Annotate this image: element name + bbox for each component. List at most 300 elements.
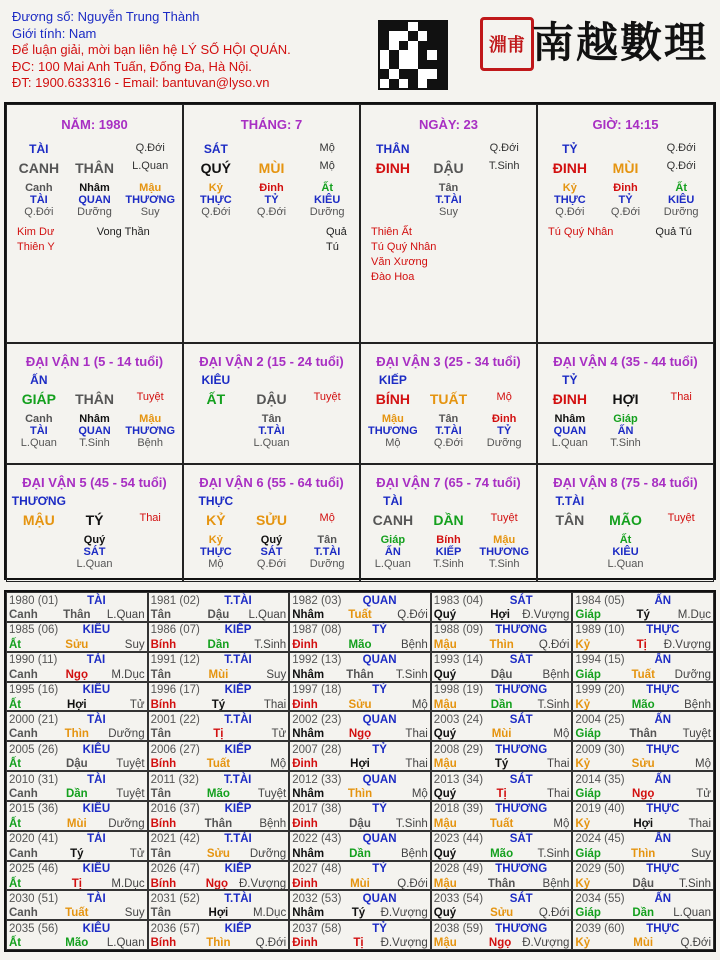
year-stem: Ất	[9, 698, 22, 711]
year-branch: Ngọ	[488, 937, 512, 950]
year-stem: Ất	[9, 817, 22, 830]
spacer	[598, 373, 654, 387]
note: Quả Tú	[326, 226, 347, 253]
hidden-star	[542, 546, 598, 558]
pillar-title: NĂM: 1980	[61, 117, 128, 132]
year-branch: Thìn	[347, 788, 373, 800]
year-star: SÁT	[509, 833, 533, 846]
year-star: T.TÀI	[224, 713, 252, 726]
hidden-star: T.TÀI	[314, 546, 341, 558]
year-star: QUAN	[362, 773, 397, 786]
year-star: KIÊU	[82, 863, 111, 875]
spacer	[476, 494, 532, 508]
chart-grid	[4, 102, 716, 580]
qr-code-icon[interactable]	[378, 20, 448, 90]
hidden-stage: L.Quan	[551, 437, 588, 449]
hidden-stage: Dưỡng	[77, 206, 112, 218]
pillar-3	[360, 104, 537, 343]
year-star: THỰC	[646, 803, 680, 816]
year-stem: Giáp	[575, 609, 601, 621]
stem-branch: MÙI	[258, 160, 285, 176]
year-stage: Đ.Vượng	[239, 877, 287, 890]
dai-van-title: ĐẠI VẬN 7 (65 - 74 tuổi)	[376, 475, 521, 490]
stem-branch: Tuyệt	[490, 512, 518, 524]
year-stage: M.Dục	[111, 668, 145, 681]
hidden-stage	[542, 558, 598, 570]
hidden-star	[365, 194, 421, 206]
year-label: 2005 (26)	[9, 743, 59, 756]
year-cell	[289, 801, 431, 831]
year-stem: Nhâm	[292, 728, 325, 741]
year-cell	[148, 771, 290, 801]
hidden-star: TỶ	[497, 425, 512, 437]
year-cell	[572, 592, 714, 622]
year-cell	[572, 652, 714, 682]
spacer	[421, 142, 477, 156]
year-branch: Tị	[636, 638, 647, 651]
year-stage: Mộ	[695, 758, 711, 771]
hidden-stage: T.Sinh	[79, 437, 110, 449]
stage-label: Q.Đới	[666, 142, 696, 154]
spacer	[67, 373, 123, 387]
dai-van-title: ĐẠI VẬN 5 (45 - 54 tuổi)	[22, 475, 167, 490]
year-branch: Ngọ	[348, 728, 372, 741]
dai-van-5	[6, 464, 183, 582]
contact-line: Để luận giải, mời bạn liên hệ LÝ SỐ HỘI QUÁN.	[12, 42, 291, 57]
stem-branch: DẬU	[256, 391, 287, 407]
stem-branch: ĐINH	[552, 391, 587, 407]
stem-branch: TÝ	[85, 512, 104, 528]
year-stage: Tuyệt	[257, 788, 287, 800]
year-label: 1987 (08)	[292, 624, 342, 637]
year-star: KIÊU	[82, 803, 111, 816]
year-branch: Thìn	[64, 728, 89, 741]
year-star: KIẾP	[224, 743, 252, 756]
year-cell	[6, 801, 148, 831]
year-star: T.TÀI	[224, 892, 252, 905]
year-stem: Tân	[150, 668, 172, 681]
year-branch: Tị	[71, 877, 82, 890]
year-label: 2014 (35)	[575, 773, 625, 786]
year-stem: Giáp	[575, 907, 601, 920]
year-label: 2015 (36)	[9, 803, 59, 816]
stem-branch: DẦN	[433, 512, 464, 528]
year-star: TỶ	[372, 863, 387, 875]
year-cell	[6, 622, 148, 652]
year-stage: Bệnh	[400, 638, 428, 651]
year-stage: T.Sinh	[537, 847, 570, 860]
year-star: SÁT	[509, 892, 533, 905]
year-stage: M.Dục	[252, 907, 287, 920]
year-stem: Kỷ	[575, 937, 591, 950]
year-cell	[572, 831, 714, 861]
hidden-star	[476, 194, 532, 206]
dai-van-title: ĐẠI VẬN 6 (55 - 64 tuổi)	[199, 475, 344, 490]
hidden-stem: Ất	[619, 534, 632, 546]
year-branch: Tị	[213, 728, 224, 741]
year-stem: Bính	[150, 817, 177, 830]
year-star: TỶ	[372, 684, 387, 696]
year-label: 1984 (05)	[575, 594, 625, 607]
year-label: 2002 (23)	[292, 713, 342, 726]
year-cell	[431, 622, 573, 652]
year-branch: Mùi	[208, 668, 229, 681]
year-stage: Q.Đới	[397, 877, 428, 890]
hidden-star: ẤN	[384, 546, 401, 558]
year-cell	[289, 682, 431, 712]
pillar-title: GIỜ: 14:15	[592, 117, 659, 132]
hidden-stem: Giáp	[613, 413, 638, 425]
year-cell	[6, 741, 148, 771]
year-stage: Đ.Vượng	[522, 609, 570, 621]
year-stage: Bệnh	[684, 698, 711, 711]
year-cell	[431, 831, 573, 861]
note: Văn Xương	[371, 256, 428, 268]
year-stem: Ất	[9, 638, 22, 651]
year-branch: Tý	[494, 758, 509, 771]
year-stem: Tân	[150, 728, 172, 741]
hidden-stem: Giáp	[380, 534, 406, 546]
year-stem: Quý	[433, 847, 457, 860]
hidden-star: T.TÀI	[258, 425, 285, 437]
year-stage: Đ.Vượng	[522, 937, 570, 950]
year-label: 1983 (04)	[433, 594, 484, 607]
stem-branch: TUẤT	[429, 391, 468, 407]
year-stage: Tử	[696, 788, 711, 800]
hidden-stem: Kỷ	[562, 182, 577, 194]
hidden-stem: Quý	[260, 534, 283, 546]
year-cell	[148, 801, 290, 831]
year-stage: Dưỡng	[249, 847, 287, 860]
seal-logo: 淵甫	[480, 17, 534, 71]
year-label: 2000 (21)	[9, 713, 59, 726]
year-stem: Đinh	[292, 937, 318, 950]
year-branch: Hợi	[66, 698, 87, 711]
year-branch: Mão	[631, 698, 655, 711]
year-star: THỰC	[646, 624, 680, 637]
hidden-stage: T.Sinh	[488, 558, 520, 570]
year-stem: Giáp	[575, 847, 601, 860]
year-stage: Q.Đới	[538, 638, 570, 651]
hidden-stem: Nhâm	[79, 182, 110, 194]
year-star: QUAN	[362, 833, 397, 846]
year-branch: Sửu	[348, 698, 372, 711]
stem-branch: ĐINH	[552, 160, 587, 176]
year-star: KIÊU	[82, 684, 111, 696]
year-label: 2033 (54)	[433, 892, 484, 905]
year-star: KIÊU	[82, 624, 111, 637]
year-star: SÁT	[509, 773, 533, 786]
hidden-stage	[476, 206, 532, 218]
year-stage: Đ.Vượng	[663, 638, 711, 651]
year-star: TỶ	[372, 743, 387, 756]
dai-van-star: THƯƠNG	[11, 494, 66, 508]
year-branch: Sửu	[490, 907, 514, 920]
stem-branch: KỶ	[206, 512, 226, 528]
year-stem: Kỷ	[575, 877, 591, 890]
hidden-stem: Đinh	[259, 182, 284, 194]
stem-branch: MÙI	[612, 160, 639, 176]
dai-van-2	[183, 343, 360, 464]
year-cell	[572, 801, 714, 831]
hidden-stage	[365, 206, 421, 218]
stem-branch: ẤT	[206, 391, 226, 407]
hidden-stage: Suy	[439, 206, 458, 218]
year-cell	[289, 920, 431, 950]
year-label: 2004 (25)	[575, 713, 625, 726]
year-star: THƯƠNG	[495, 624, 548, 637]
year-stage: Suy	[124, 907, 145, 920]
year-stage: Tử	[271, 728, 287, 741]
year-stem: Mậu	[433, 817, 457, 830]
year-label: 2024 (45)	[575, 833, 625, 846]
year-label: 2030 (51)	[9, 892, 59, 905]
year-label: 1995 (16)	[9, 684, 59, 696]
year-stem: Ất	[9, 758, 22, 771]
note: Đào Hoa	[371, 271, 415, 283]
year-stage: Q.Đới	[680, 937, 711, 950]
stem-branch: BÍNH	[375, 391, 410, 407]
year-star: ẤN	[654, 773, 672, 786]
hidden-star: KIÊU	[612, 546, 639, 558]
dai-van-7	[360, 464, 537, 582]
year-stem: Tân	[150, 609, 172, 621]
year-stem: Đinh	[292, 698, 318, 711]
stage-label: Q.Đới	[489, 142, 519, 154]
hidden-star: THƯƠNG	[479, 546, 530, 558]
hidden-stage	[188, 437, 244, 449]
hidden-stem: Canh	[25, 182, 53, 194]
pillar-title: THÁNG: 7	[240, 117, 303, 132]
gender: Giới tính: Nam	[12, 25, 97, 41]
year-label: 2009 (30)	[575, 743, 625, 756]
year-label: 1988 (09)	[433, 624, 484, 637]
year-star: ẤN	[654, 654, 672, 667]
hidden-stage: Q.Đới	[24, 206, 54, 218]
dai-van-title: ĐẠI VẬN 3 (25 - 34 tuổi)	[376, 354, 521, 369]
note: Tú Quý Nhân	[371, 241, 437, 253]
dai-van-title: ĐẠI VẬN 1 (5 - 14 tuổi)	[25, 354, 164, 369]
hidden-stage: Suy	[140, 206, 160, 218]
hidden-stage: T.Sinh	[433, 558, 464, 570]
hidden-stem: Nhâm	[79, 413, 110, 425]
year-stem: Giáp	[575, 668, 601, 681]
year-label: 2023 (44)	[433, 833, 484, 846]
hidden-stage	[299, 437, 355, 449]
year-label: 2011 (32)	[150, 773, 199, 786]
year-stem: Quý	[433, 788, 457, 800]
year-cell	[148, 682, 290, 712]
note: Thiên Ất	[371, 226, 412, 238]
year-label: 2031 (52)	[150, 892, 200, 905]
year-stem: Canh	[9, 609, 38, 621]
year-label: 2026 (47)	[150, 863, 200, 875]
year-cell	[572, 890, 714, 920]
year-stem: Quý	[433, 668, 457, 681]
year-branch: Tý	[636, 609, 650, 621]
year-stage: Đ.Vượng	[380, 907, 428, 920]
year-stage: T.Sinh	[679, 877, 711, 890]
year-branch: Tý	[70, 847, 84, 860]
year-label: 1999 (20)	[575, 684, 625, 696]
year-stem: Kỷ	[575, 817, 591, 830]
year-cell	[6, 652, 148, 682]
year-branch: Dần	[490, 698, 513, 711]
year-cell	[6, 861, 148, 891]
hidden-stem: Kỷ	[208, 534, 223, 546]
hidden-star: THƯƠNG	[125, 425, 176, 437]
year-branch: Dần	[632, 907, 655, 920]
stem-branch: SỬU	[255, 512, 288, 528]
year-star: TÀI	[87, 594, 106, 607]
year-stage: Dưỡng	[674, 668, 711, 681]
year-label: 1991 (12)	[150, 654, 200, 667]
year-star: ẤN	[654, 713, 672, 726]
year-branch: Ngọ	[205, 877, 229, 890]
year-stem: Đinh	[292, 817, 318, 830]
year-cell	[431, 801, 573, 831]
year-star: TÀI	[87, 833, 106, 846]
dai-van-star: KIẾP	[378, 373, 407, 387]
year-cell	[6, 711, 148, 741]
year-star: TỶ	[372, 803, 387, 816]
hidden-stem: Tân	[438, 413, 459, 425]
year-stage: Thai	[263, 698, 287, 711]
year-label: 1980 (01)	[9, 594, 59, 607]
hidden-stage	[653, 437, 709, 449]
year-label: 2022 (43)	[292, 833, 342, 846]
stage-label: Q.Đới	[135, 142, 165, 154]
hidden-star: THƯƠNG	[125, 194, 176, 206]
hidden-stem: Ất	[675, 182, 687, 194]
stem-branch: CANH	[18, 160, 60, 176]
year-branch: Dần	[207, 638, 230, 651]
hidden-star: TỶ	[264, 194, 279, 206]
hidden-stage	[11, 558, 67, 570]
year-cell	[148, 652, 290, 682]
spacer	[122, 373, 178, 387]
year-cell	[289, 741, 431, 771]
hidden-stem	[653, 413, 709, 425]
hidden-stem: Tân	[438, 182, 459, 194]
hidden-stage: Q.Đới	[256, 558, 287, 570]
year-label: 2039 (60)	[575, 922, 625, 935]
year-branch: Dậu	[349, 817, 371, 830]
hidden-stem: Đinh	[491, 413, 517, 425]
year-stem: Bính	[150, 937, 177, 950]
year-stage: Đ.Vượng	[380, 937, 428, 950]
year-stem: Kỷ	[575, 758, 591, 771]
year-label: 2008 (29)	[433, 743, 484, 756]
stage-label: Mộ	[319, 142, 335, 154]
year-star: KIẾP	[224, 863, 252, 875]
year-branch: Ngọ	[65, 668, 88, 681]
hidden-star: ẤN	[617, 425, 634, 437]
year-star: TÀI	[87, 892, 106, 905]
year-cell	[572, 771, 714, 801]
year-cell	[289, 711, 431, 741]
year-label: 2003 (24)	[433, 713, 484, 726]
year-stage: T.Sinh	[395, 668, 428, 681]
stem-branch: Q.Đới	[666, 160, 696, 172]
year-cell	[148, 861, 290, 891]
year-stage: L.Quan	[106, 609, 145, 621]
year-branch: Sửu	[206, 847, 230, 860]
year-cell	[289, 890, 431, 920]
hidden-star: TÀI	[29, 425, 48, 437]
year-cell	[6, 831, 148, 861]
yearly-table	[4, 590, 716, 952]
year-stem: Mậu	[433, 937, 457, 950]
dai-van-1	[6, 343, 183, 464]
hidden-stem: Mậu	[139, 413, 162, 425]
hidden-stem: Bính	[436, 534, 461, 546]
spacer	[67, 494, 123, 508]
year-stage: Tuyệt	[682, 728, 711, 741]
year-branch: Thân	[204, 817, 233, 830]
year-star: THƯƠNG	[495, 743, 548, 756]
year-label: 2017 (38)	[292, 803, 342, 816]
year-cell	[431, 711, 573, 741]
year-branch: Tuất	[348, 609, 372, 621]
stem-branch: Thai	[670, 391, 692, 403]
stem-branch: MẬU	[22, 512, 55, 528]
year-label: 2037 (58)	[292, 922, 342, 935]
year-stage: Tử	[129, 698, 145, 711]
year-stem: Kỷ	[575, 638, 591, 651]
hidden-stage: Dưỡng	[663, 206, 699, 218]
year-stage: Q.Đới	[538, 907, 570, 920]
spacer	[421, 494, 477, 508]
hidden-stem	[653, 534, 709, 546]
year-stem: Kỷ	[575, 698, 591, 711]
spacer	[244, 142, 300, 156]
spacer	[476, 373, 532, 387]
year-star: KIẾP	[224, 922, 252, 935]
pillar-4	[537, 104, 714, 343]
year-label: 2038 (59)	[433, 922, 484, 935]
year-label: 2034 (55)	[575, 892, 625, 905]
hidden-stem	[11, 534, 67, 546]
stem-branch: Mộ	[319, 512, 335, 524]
year-branch: Mùi	[491, 728, 512, 741]
year-cell	[289, 652, 431, 682]
year-label: 1998 (19)	[433, 684, 484, 696]
year-branch: Hợi	[350, 758, 370, 771]
hidden-stem: Tân	[261, 413, 282, 425]
hidden-stage: Dưỡng	[486, 437, 522, 449]
year-stage: Bệnh	[259, 817, 287, 830]
stem-branch: ĐINH	[375, 160, 410, 176]
year-star: ẤN	[654, 594, 672, 607]
hidden-stem: Mậu	[381, 413, 404, 425]
year-stem: Quý	[433, 609, 457, 621]
year-star: SÁT	[509, 713, 533, 726]
hidden-stage: Q.Đới	[256, 206, 287, 218]
year-cell	[289, 861, 431, 891]
stem-branch: THÂN	[75, 391, 114, 407]
year-cell	[431, 592, 573, 622]
year-branch: Mùi	[66, 817, 87, 830]
year-stage: Tuyệt	[116, 788, 145, 800]
pillar-title: NGÀY: 23	[419, 117, 478, 132]
hidden-stem: Quý	[83, 534, 106, 546]
year-cell	[572, 920, 714, 950]
year-label: 2025 (46)	[9, 863, 59, 875]
year-cell	[572, 741, 714, 771]
year-stem: Bính	[150, 877, 177, 890]
hidden-star	[188, 425, 244, 437]
